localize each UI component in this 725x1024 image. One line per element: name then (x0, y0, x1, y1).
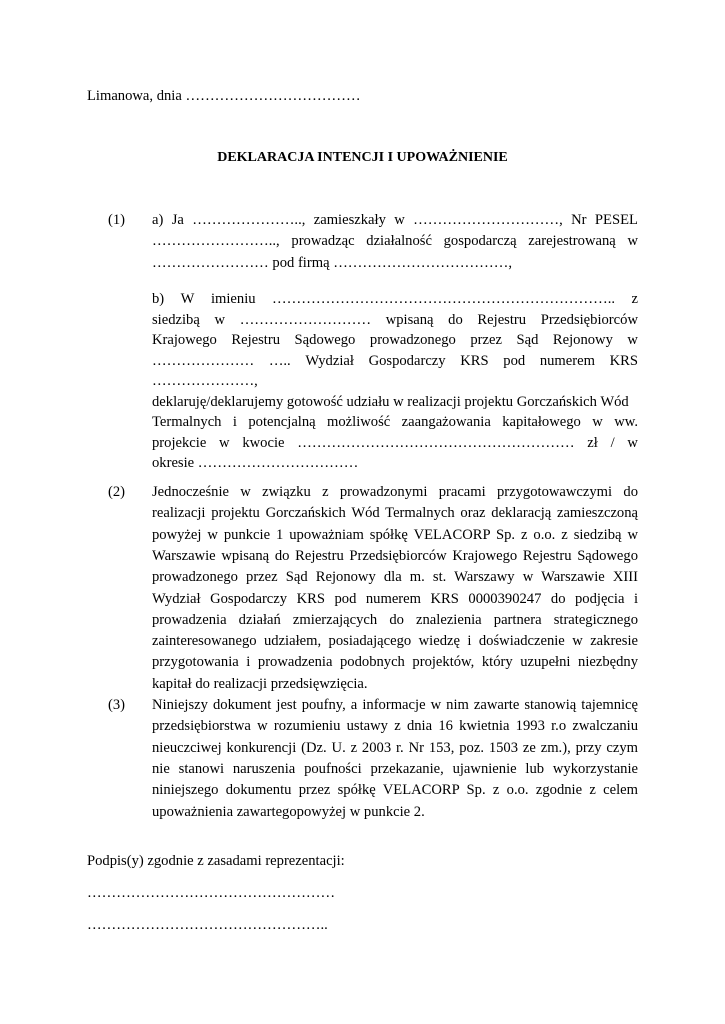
word: numerem (539, 352, 595, 369)
word: pod (503, 352, 526, 369)
word: w (627, 434, 638, 451)
word: Sąd (516, 332, 539, 348)
word: ….. (268, 352, 291, 369)
text-line: powyżej w punkcie 1 upoważniam spółkę VELACORP Sp. z o.o. z siedzibą w (152, 526, 638, 543)
text-line (152, 353, 638, 369)
word: Krajowego (152, 332, 217, 348)
text-line: zainteresowanego udziałem, posiadającego wiedzę i doświadczenie w zakresie (152, 633, 638, 650)
text-line (152, 291, 638, 307)
text-line: okresie …………………………… (152, 455, 359, 471)
word: Wydział (305, 352, 354, 369)
word: potencjalną (248, 414, 316, 430)
text-line: Niniejszy dokument jest poufny, a informacje w nim zawarte stanowią tajemnicę (152, 697, 638, 713)
text-line (152, 435, 638, 451)
signature-line: …………………………………………… (87, 885, 336, 901)
text-line: kapitał do realizacji przedsięwzięcia. (152, 675, 368, 692)
word: ………………………………………………… (297, 434, 575, 451)
section-1-number: (1) (108, 212, 126, 228)
word: PESEL (594, 212, 638, 228)
word: ………………….., (192, 212, 306, 228)
text-line: realizacji projektu Gorczańskich Wód Termalnych oraz deklaracją zamieszczoną (152, 505, 638, 522)
word: zamieszkały (313, 212, 386, 228)
word: zarejestrowaną (528, 233, 616, 250)
word: w (219, 434, 230, 451)
word: kapitałowego (502, 414, 581, 430)
text-line: niniejszego dokumentu przez spółkę VELACORP Sp. z o.o. zgodnie z celem (152, 782, 638, 799)
text-line: …………………… pod firmą ………………………………, (152, 254, 512, 271)
word: wpisaną (385, 311, 434, 328)
word: w (627, 233, 638, 250)
text-line: upoważnienia zawartegopowyżej w punkcie 2. (152, 803, 425, 820)
word: siedzibą (152, 311, 200, 328)
text-line: prowadzenia działań zmierzających do znalezienia partnera strategicznego (152, 611, 638, 628)
word: imieniu (210, 291, 256, 307)
word: ………………… (152, 352, 255, 369)
word: zł (587, 434, 598, 451)
word: w (394, 212, 405, 228)
section-3-number: (3) (108, 697, 126, 713)
word: z (631, 291, 638, 307)
word: w (592, 414, 603, 430)
word: w (214, 311, 226, 328)
text-line: prowadzonego przez Sąd Rejonowy dla m. st. Warszawy w Warszawie XIII (152, 569, 638, 586)
section-2-number: (2) (108, 484, 126, 500)
text-line (152, 233, 638, 249)
word: działalność (366, 233, 432, 250)
word: KRS (460, 352, 489, 369)
signature-label: Podpis(y) zgodnie z zasadami reprezentacji: (87, 853, 345, 869)
word: Nr (571, 212, 587, 228)
word: projekcie (152, 434, 207, 451)
text-line (152, 332, 638, 348)
word: ww. (614, 414, 638, 430)
word: / (610, 434, 615, 451)
text-line (152, 312, 638, 328)
word: Przedsiębiorców (540, 311, 638, 328)
text-line: …………………, (152, 373, 258, 389)
text-line: Warszawie wpisaną do Rejestru Przedsiębiorców Krajowego Rejestru Sądowego (152, 547, 638, 564)
word: Rejestru (231, 332, 281, 348)
text-line: nie stanowi naruszenia poufności przekazanie, ujawnienie lub wykorzystanie (152, 760, 638, 777)
text-line: Wydział Gospodarczy KRS pod numerem KRS 0000390247 do podjęcia i (152, 590, 638, 607)
text-line: Jednocześnie w związku z prowadzonymi pracami przygotowawczymi do (152, 484, 638, 500)
word: …………………….., (152, 233, 280, 250)
word: do (448, 311, 463, 328)
word: możliwość (327, 414, 391, 430)
word: b) (152, 291, 165, 307)
word: zaangażowania (401, 414, 491, 430)
word: …………………………………………………………….. (272, 291, 615, 307)
word: gospodarczą (443, 233, 517, 250)
word: i (232, 414, 237, 430)
word: W (180, 291, 195, 307)
text-line: deklaruję/deklarujemy gotowość udziału w realizacji projektu Gorczańskich Wód (152, 393, 629, 410)
word: a) (152, 212, 164, 228)
text-line: przygotowania i prowadzenia podobnych projektów, który uzupełni niezbędny (152, 654, 638, 671)
word: …………………………, (413, 212, 563, 228)
word: Sądowego (294, 332, 356, 348)
word: w (627, 332, 638, 348)
word: Gospodarczy (368, 352, 446, 369)
word: kwocie (242, 434, 285, 451)
word: prowadzonego (369, 332, 456, 348)
word: Rejestru (477, 311, 527, 328)
text-line (152, 414, 638, 430)
word: ……………………… (239, 311, 372, 328)
text-line (152, 212, 638, 228)
word: prowadząc (291, 233, 355, 250)
word: KRS (609, 352, 638, 369)
signature-line: ………………………………………….. (87, 917, 328, 933)
document-title: DEKLARACJA INTENCJI I UPOWAŻNIENIE (217, 150, 508, 165)
word: Rejonowy (552, 332, 613, 348)
word: Termalnych (152, 414, 222, 430)
text-line: nieuczciwej konkurencji (Dz. U. z 2003 r. Nr 153, poz. 1503 ze zm.), przy czym (152, 739, 638, 756)
place-date: Limanowa, dnia ……………………………… (87, 88, 361, 104)
word: Ja (171, 212, 184, 228)
text-line: przedsiębiorstwa w rozumieniu ustawy z dnia 16 kwietnia 1993 r.o zwalczaniu (152, 718, 638, 735)
word: przez (470, 332, 502, 348)
